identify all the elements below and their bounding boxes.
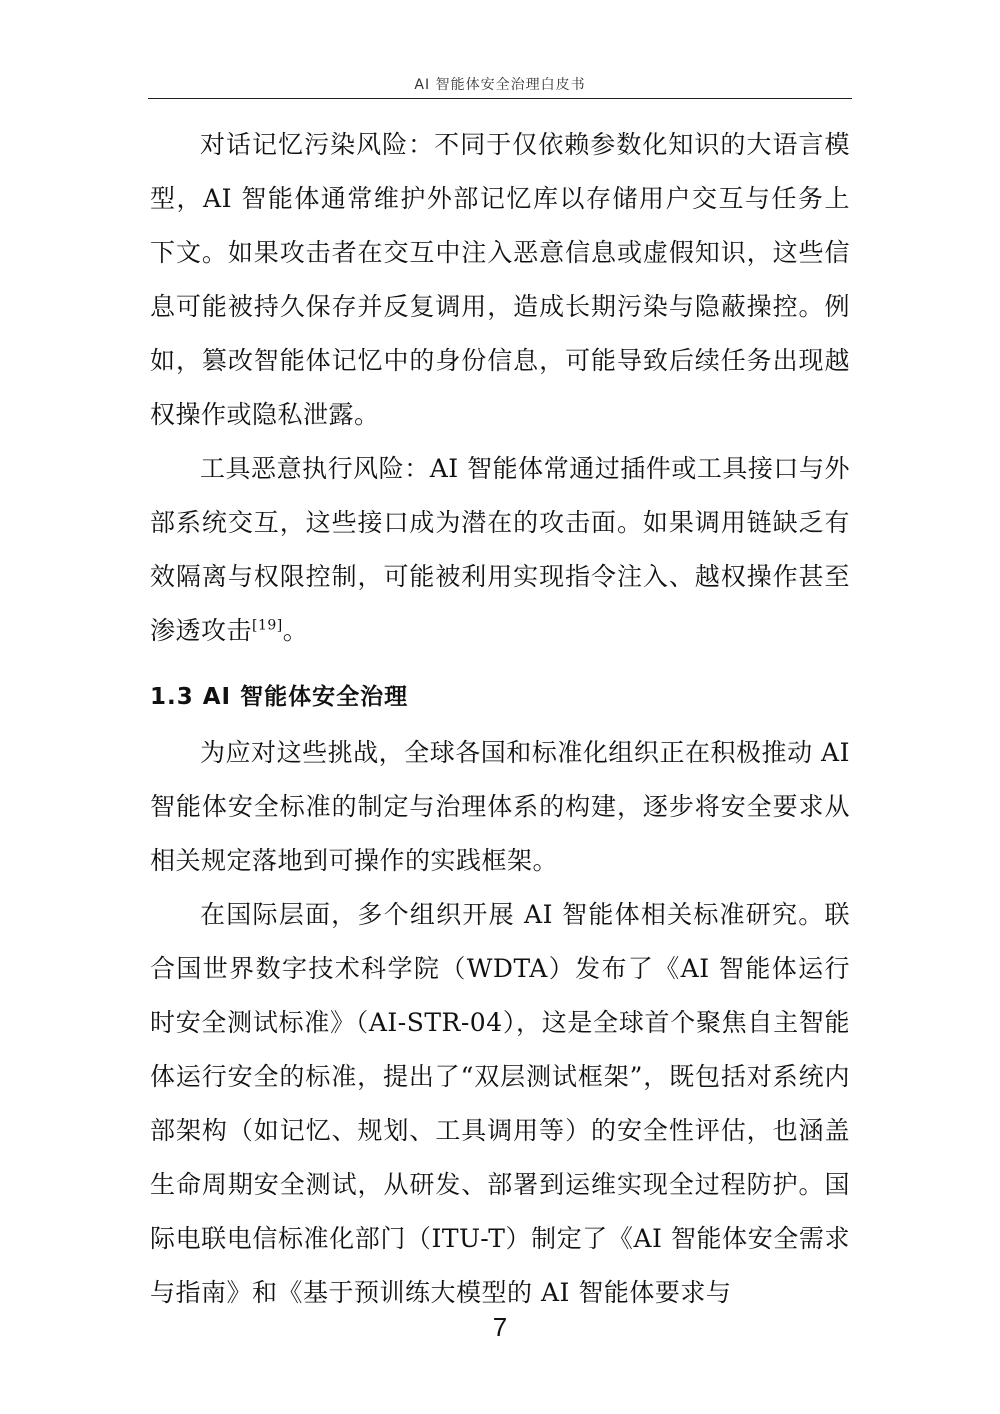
paragraph-memory-pollution-risk: 对话记忆污染风险：不同于仅依赖参数化知识的大语言模型，AI 智能体通常维护外部记忆库以存储用户交互与任务上下文。如果攻击者在交互中注入恶意信息或虚假知识，这些信息可能被持久保存并反复调用，造成长期污染与隐蔽操控。例如，篡改智能体记忆中的身份信息，可能导致后续任务出现越权操作或隐私泄露。	[150, 130, 850, 429]
citation-reference: [19]	[252, 617, 283, 634]
header-rule	[148, 98, 852, 99]
running-header: AI 智能体安全治理白皮书	[414, 77, 586, 93]
page-number: 7	[492, 1312, 508, 1342]
paragraph-international-standards: 在国际层面，多个组织开展 AI 智能体相关标准研究。联合国世界数字技术科学院（WDTA）发布了《AI 智能体运行时安全测试标准》（AI-STR-04），这是全球首个聚焦自主智能体运行安全的标准，提出了“双层测试框架”，既包括对系统内部架构（如记忆、规划、工具调用等）的安全性评估，也涵盖生命周期安全测试，从研发、部署到运维实现全过程防护。国际电联电信标准化部门（ITU-T）制定了《AI 智能体安全需求与指南》和《基于预训练大模型的 AI 智能体要求与	[150, 900, 850, 1307]
page-body	[150, 118, 850, 1320]
paragraph-end-punctuation: 。	[282, 616, 309, 645]
paragraph-text: 工具恶意执行风险：AI 智能体常通过插件或工具接口与外部系统交互，这些接口成为潜在的攻击面。如果调用链缺乏有效隔离与权限控制，可能被利用实现指令注入、越权操作甚至渗透攻击	[150, 454, 850, 645]
paragraph-tool-execution-risk	[150, 442, 850, 658]
paragraph-governance-intro: 为应对这些挑战，全球各国和标准化组织正在积极推动 AI 智能体安全标准的制定与治理体系的构建，逐步将安全要求从相关规定落地到可操作的实践框架。	[150, 738, 850, 875]
section-heading: 1.3 AI 智能体安全治理	[150, 684, 409, 710]
